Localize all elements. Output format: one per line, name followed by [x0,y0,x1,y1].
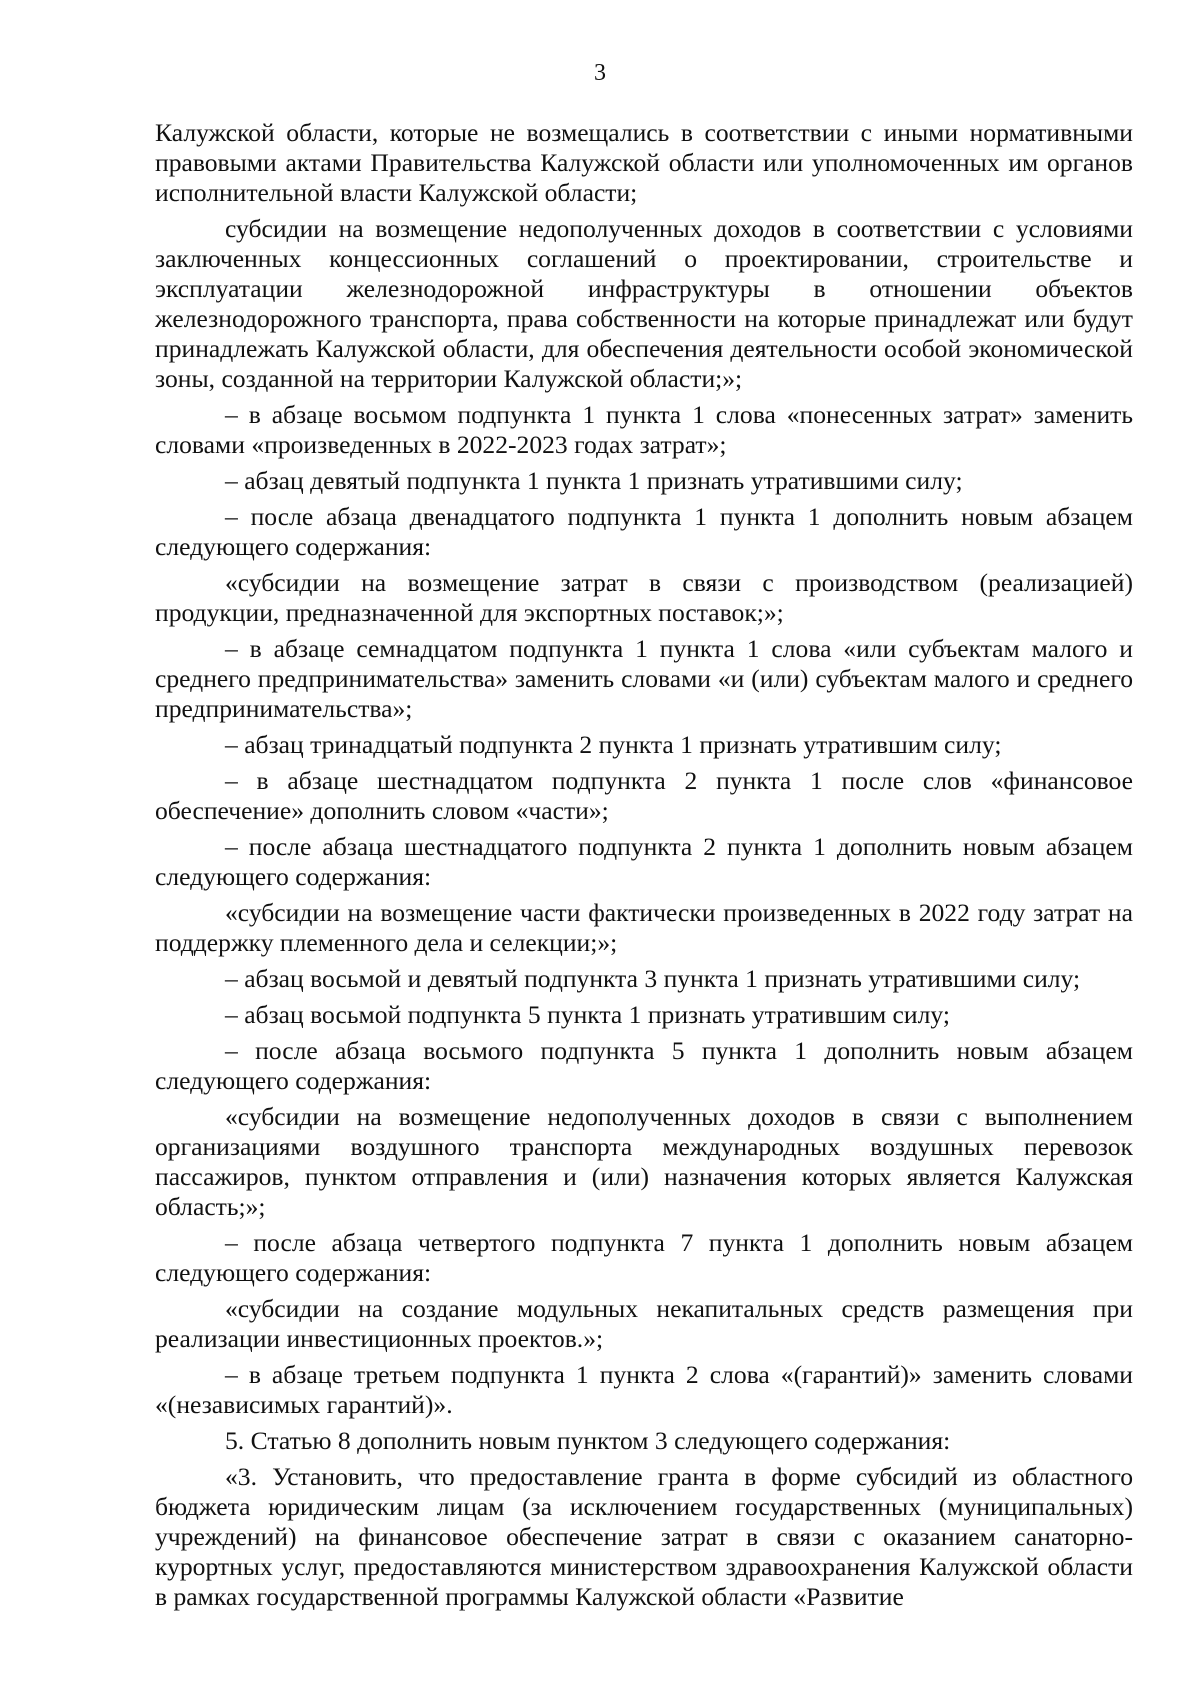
paragraph: «субсидии на возмещение части фактически произведенных в 2022 году затрат на поддержку племенного дела и селекции;»; [155,898,1133,957]
paragraph: – в абзаце восьмом подпункта 1 пункта 1 слова «понесенных затрат» заменить словами «произведенных в 2022-2023 годах затрат»; [155,400,1133,459]
paragraph: «3. Установить, что предоставление гранта в форме субсидий из областного бюджета юридическим лицам (за исключением государственных (муниципальных) учреждений) на финансовое обеспечение затрат в связи с оказанием санаторно-курортных услуг, предоставляются министерством здравоохранения Калужской области в рамках государственной программы Калужской области «Развитие [155,1462,1133,1611]
paragraph: «субсидии на возмещение недополученных доходов в связи с выполнением организациями воздушного транспорта международных воздушных перевозок пассажиров, пунктом отправления и (или) назначения которых является Калужская область;»; [155,1102,1133,1221]
paragraph: – абзац тринадцатый подпункта 2 пункта 1 признать утратившим силу; [225,730,1002,759]
paragraph: – после абзаца шестнадцатого подпункта 2 пункта 1 дополнить новым абзацем следующего содержания: [155,832,1133,891]
paragraph: – абзац девятый подпункта 1 пункта 1 признать утратившими силу; [225,466,963,495]
paragraph: «субсидии на возмещение затрат в связи с производством (реализацией) продукции, предназначенной для экспортных поставок;»; [155,568,1133,627]
page-number: 3 [594,60,606,86]
paragraph: – абзац восьмой и девятый подпункта 3 пункта 1 признать утратившими силу; [225,964,1081,993]
paragraph: – в абзаце шестнадцатом подпункта 2 пункта 1 после слов «финансовое обеспечение» дополнить словом «части»; [155,766,1133,825]
paragraph: – после абзаца четвертого подпункта 7 пункта 1 дополнить новым абзацем следующего содержания: [155,1228,1133,1287]
paragraph: – абзац восьмой подпункта 5 пункта 1 признать утратившим силу; [225,1000,950,1029]
paragraph: – в абзаце третьем подпункта 1 пункта 2 слова «(гарантий)» заменить словами «(независимых гарантий)». [155,1360,1133,1419]
paragraph: – после абзаца двенадцатого подпункта 1 пункта 1 дополнить новым абзацем следующего содержания: [155,502,1133,561]
paragraph: Калужской области, которые не возмещались в соответствии с иными нормативными правовыми актами Правительства Калужской области или уполномоченных им органов исполнительной власти Калужской области; [155,118,1133,207]
paragraph: 5. Статью 8 дополнить новым пунктом 3 следующего содержания: [225,1426,951,1455]
document-body [155,118,1133,1618]
paragraph: – в абзаце семнадцатом подпункта 1 пункта 1 слова «или субъектам малого и среднего предпринимательства» заменить словами «и (или) субъектам малого и среднего предпринимательства»; [155,634,1133,723]
paragraph: «субсидии на создание модульных некапитальных средств размещения при реализации инвестиционных проектов.»; [155,1294,1133,1353]
paragraph: – после абзаца восьмого подпункта 5 пункта 1 дополнить новым абзацем следующего содержания: [155,1036,1133,1095]
paragraph: субсидии на возмещение недополученных доходов в соответствии с условиями заключенных концессионных соглашений о проектировании, строительстве и эксплуатации железнодорожной инфраструктуры в отношении объектов железнодорожного транспорта, права собственности на которые принадлежат или будут принадлежать Калужской области, для обеспечения деятельности особой экономической зоны, созданной на территории Калужской области;»; [155,214,1133,393]
